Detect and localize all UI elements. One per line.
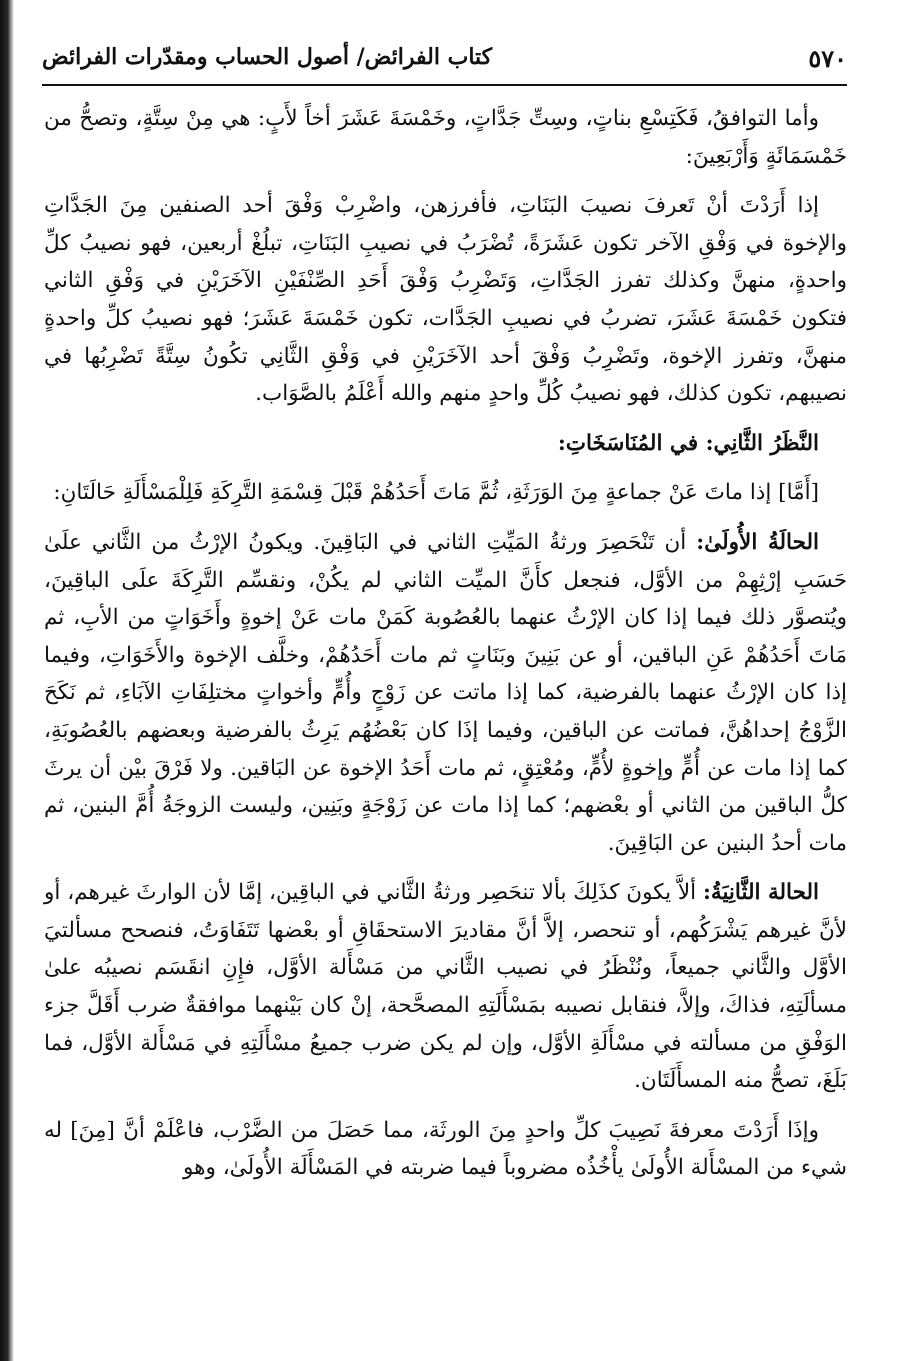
running-title: كتاب الفرائض/ أصول الحساب ومقدّرات الفرائض: [42, 44, 493, 70]
paragraph-first-case: [44, 524, 847, 862]
paragraph-shares: وإذَا أَرَدْتَ معرفةَ نَصِيبَ كلِّ واحدٍ مِنَ الورثَة، مما حَصَلَ من الضَّرْب، فاعْلَمْ أنَّ [مِنَ] له شيء من المسْأَلة الأُولَىٰ يأْخُذُه مضروباً فيما ضربته في المَسْأَلَة الأُولَىٰ، وهو: [44, 1117, 847, 1181]
book-spine-shadow: [0, 0, 14, 1361]
first-case-text: أن تَنْحَصِرَ ورثةُ المَيِّتِ الثاني في البَاقِينَ. ويكونُ الإرْثُ من الثَّاني علَىٰ حَسَبِ إرْثِهِمْ من الأوَّل، فنجعل كأَنَّ الميِّت الثاني لم يكُنْ، ونقسِّم التَّرِكَةَ علَى الباقِينَ، ويُتصوَّر ذلك فيما إذا كان الإرْثُ عنهما بالعُصُوبة كَمَنْ مات عَنْ إخوةٍ وأَخَوَاتٍ من الأبِ، ثم مَاتَ أَحَدُهُمْ عَنِ الباقين، أو عن بَنِينَ وبَنَاتٍ ثم مات أَحَدُهُمْ، وخلَّف الإخوة والأَخَوَاتِ، وفيما إذا كان الإرْثُ عنهما بالفرضية، كما إذا ماتت عن زَوْجٍ وأُمٍّ وأخواتٍ مختلِفَاتِ الآبَاءِ، ثم نَكَحَ الزَّوْجُ إحداهُنَّ، فماتت عن الباقين، وفيما إذَا كان بَعْضُهُم يَرِثُ بالفرضية وبعضهم بالعُصُوبَةِ، كما إذا مات عن أُمٍّ وإخوةٍ لأُمٍّ، ومُعْتِقٍ، ثم مات أَحَدُ الإخوة عن البَاقين. ولا فَرْقَ بيْن أن يرثَ كلُّ الباقين من الثاني أو بعْضهم؛ كما إذا مات عن زَوْجَةٍ وبَنِين، وليست الزوجَةُ أُمَّ البنين، ثم مات أحدُ البنين عن البَاقِينَ.: [44, 529, 847, 856]
page-number: ٥٧٠: [808, 44, 847, 73]
second-case-text: ألاَّ يكونَ كذَلِكَ بألا تنحَصِر ورثةُ الثَّاني في الباقِين، إمَّا لأن الوارثَ غيرهم، أو لأنَّ غيرهم يَشْرَكُهم، أو تنحصر، إلاَّ أنَّ مقاديرَ الاستحقَاقِ أو بعْضها تَتَفَاوَتُ، فنصحح مسألتيَ الأوَّل والثَّاني جميعاً، ونُنْظَرُ في نصيب الثَّاني من مَسْأَلة الأوَّل، فإِنِ انقَسَم نصيبُه علىٰ مسألَتِهِ، فذاكَ، وإلاَّ، فنقابل نصيبه بمَسْأَلَتِهِ المصحَّحة، إنْ كان بَيْنهما موافقةٌ ضرب أَقَلَّ جزء الوَفْقِ من مسألته في مسْأَلَةِ الأوَّل، وإن لم يكن ضرب جميعُ مسْأَلَتِهِ في مَسْأَلة الأوَّل، فما بَلَغَ، تصحُّ منه المسأَلَتَان.: [44, 880, 847, 1094]
page-header: [42, 40, 847, 80]
paragraph-munasakhat-intro: [أَمَّا] إذا ماتَ عَنْ جماعةٍ مِنَ الوَرَثَةِ، ثُمَّ مَاتَ أَحَدُهُمْ قَبْلَ قِسْمَةِ التَّرِكَةِ فَلِلْمَسْأَلَةِ حَالَتَانِ:: [53, 480, 819, 506]
second-case-label: الحالة الثَّانِيَةُ:: [702, 880, 820, 906]
first-case-label: الحالَةُ الأُولَىٰ:: [696, 529, 820, 555]
body-text: [44, 100, 847, 1199]
header-divider: [42, 84, 847, 86]
section-heading: النَّظَرُ الثَّانِي: في المُنَاسَخَاتِ:: [557, 430, 819, 456]
paragraph-calculation: إذا أَرَدْتَ أنْ تَعرفَ نصيبَ البَنَاتِ، فأفرزهن، واضْرِبْ وَفْقَ أحد الصنفين مِنَ الجَدَّاتِ والإخوة في وَفْقِ الآخر تكون عَشَرَةً، تُضْرَبُ في نصيبِ البَنَاتِ، تبلُغْ أربعين، فهو نصيبُ كلِّ واحدةٍ، منهنَّ وكذلك تفرز الجَدَّاتِ، وَتَضْرِبُ وَفْقَ أَحَدِ الصِّنْفَيْنِ الآخَرَيْنِ في وَفْقِ الثاني فتكون خَمْسَةَ عَشَرَ، تضربُ في نصيبِ الجَدَّات، تكون خَمْسَةَ عَشَرَ؛ فهو نصيبُ كلِّ واحدةٍ منهنَّ، وتفرز الإخوة، وتَضْرِبُ وَفْقَ أحد الآخَرَيْنِ في وَفْقِ الثَّانِي تكُونُ سِتَّةً تَضْرِبُها في نصيبهم، تكون كذلك، فهو نصيبُ كُلِّ واحدٍ منهم والله أَعْلَمُ بالصَّوَاب.: [44, 193, 847, 407]
paragraph-tawafuq: وأما التوافقُ، فَكَتِسْعِ بناتٍ، وسِتِّ جَدَّاتٍ، وخَمْسَةَ عَشَرَ أخاً لأَبٍ: هي مِنْ سِتَّةٍ، وتصحُّ من خَمْسَمَائَةٍ وَأَرْبَعِينَ:: [44, 106, 847, 169]
paragraph-second-case: [44, 874, 847, 1100]
